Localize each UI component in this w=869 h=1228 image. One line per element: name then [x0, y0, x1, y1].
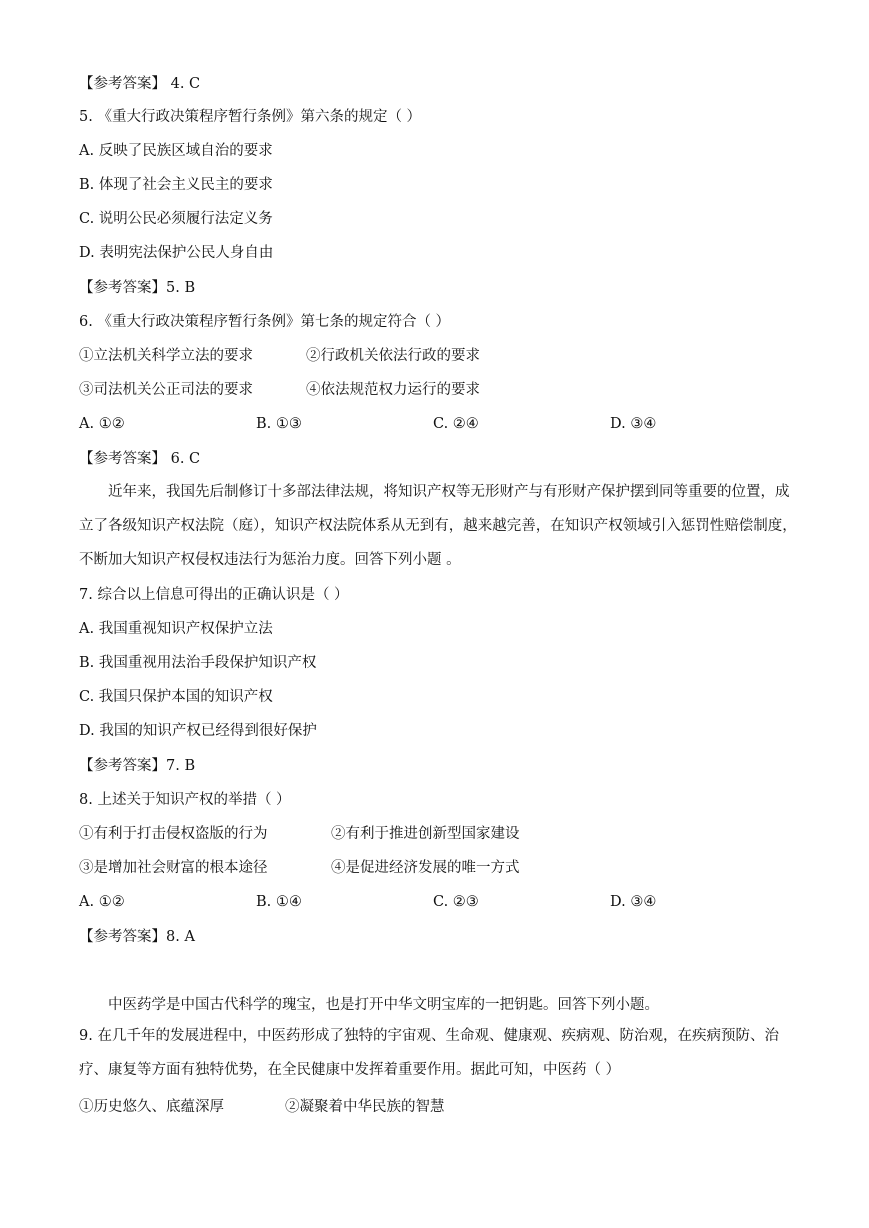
q6-option-c: C. ②④: [433, 416, 479, 432]
q8-option-a: A. ①②: [79, 894, 125, 910]
q6-option-d: D. ③④: [610, 416, 657, 432]
answer-8: 【参考答案】8. A: [79, 929, 195, 945]
q6-statement-4: ④依法规范权力运行的要求: [306, 382, 480, 398]
q5-option-a: A. 反映了民族区域自治的要求: [79, 143, 273, 159]
q9-statement-2: ②凝聚着中华民族的智慧: [285, 1099, 445, 1115]
question-9: 9. 在几千年的发展进程中，中医药形成了独特的宇宙观、生命观、健康观、疾病观、防治观，在疾病预防、治疗、康复等方面有独特优势，在全民健康中发挥着重要作用。据此可知，中医药（ ）: [79, 1028, 779, 1078]
question-7: 7. 综合以上信息可得出的正确认识是（ ）: [79, 587, 349, 603]
q8-option-d: D. ③④: [610, 894, 657, 910]
q8-statement-4: ④是促进经济发展的唯一方式: [331, 860, 520, 876]
answer-6: 【参考答案】 6. C: [79, 451, 201, 467]
q6-option-a: A. ①②: [79, 416, 125, 432]
answer-5: 【参考答案】5. B: [79, 280, 196, 296]
q5-option-b: B. 体现了社会主义民主的要求: [79, 177, 273, 193]
q8-option-b: B. ①④: [256, 894, 302, 910]
q5-option-c: C. 说明公民必须履行法定义务: [79, 211, 273, 227]
q8-statement-3: ③是增加社会财富的根本途径: [79, 860, 268, 876]
question-8: 8. 上述关于知识产权的举措（ ）: [79, 792, 291, 808]
passage-ip: 近年来，我国先后制修订十多部法律法规，将知识产权等无形财产与有形财产保护摆到同等重要的位置，成立了各级知识产权法院（庭），知识产权法院体系从无到有，越来越完善，在知识产权领域引入惩罚性赔偿制度，不断加大知识产权侵权违法行为惩治力度。回答下列小题 。: [79, 484, 797, 568]
q7-option-c: C. 我国只保护本国的知识产权: [79, 689, 273, 705]
q9-statement-1: ①历史悠久、底蕴深厚: [79, 1099, 224, 1115]
q8-option-c: C. ②③: [433, 894, 479, 910]
q5-option-d: D. 表明宪法保护公民人身自由: [79, 245, 274, 261]
q6-option-b: B. ①③: [256, 416, 302, 432]
q7-option-a: A. 我国重视知识产权保护立法: [79, 621, 273, 637]
q8-statement-1: ①有利于打击侵权盗版的行为: [79, 826, 268, 842]
passage-tcm: 中医药学是中国古代科学的瑰宝，也是打开中华文明宝库的一把钥匙。回答下列小题。: [108, 997, 659, 1013]
q7-option-d: D. 我国的知识产权已经得到很好保护: [79, 723, 317, 739]
answer-4: 【参考答案】 4. C: [79, 76, 201, 92]
answer-7: 【参考答案】7. B: [79, 758, 196, 774]
question-5: 5. 《重大行政决策程序暂行条例》第六条的规定（ ）: [79, 109, 422, 125]
q7-option-b: B. 我国重视用法治手段保护知识产权: [79, 655, 317, 671]
q6-statement-1: ①立法机关科学立法的要求: [79, 348, 253, 364]
question-6: 6. 《重大行政决策程序暂行条例》第七条的规定符合（ ）: [79, 314, 451, 330]
q8-statement-2: ②有利于推进创新型国家建设: [331, 826, 520, 842]
q6-statement-2: ②行政机关依法行政的要求: [306, 348, 480, 364]
q6-statement-3: ③司法机关公正司法的要求: [79, 382, 253, 398]
